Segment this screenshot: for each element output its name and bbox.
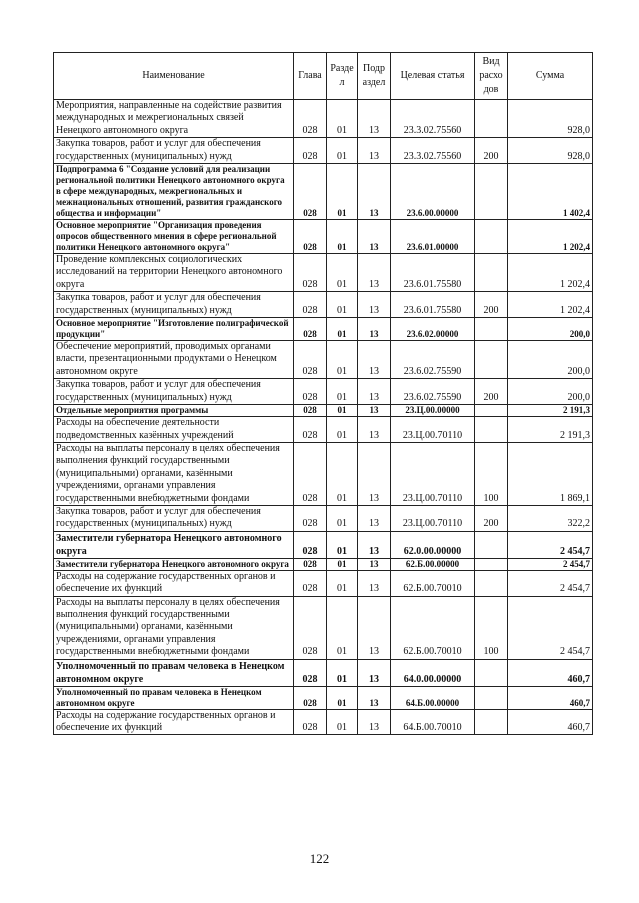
row-vid [475, 686, 508, 709]
row-name: Основное мероприятие "Организация проведения опросов общественного мнения в сфере региональной политики Ненецкого автономного округа" [54, 220, 294, 254]
table-row [54, 100, 593, 138]
row-sum: 928,0 [508, 100, 593, 138]
row-razdel: 01 [327, 505, 358, 531]
row-podrazdel: 13 [358, 220, 391, 254]
table-row [54, 505, 593, 531]
row-podrazdel: 13 [358, 570, 391, 596]
row-target: 23.3.02.75560 [391, 138, 475, 164]
row-name: Расходы на содержание государственных органов и обеспечение их функций [54, 570, 294, 596]
row-podrazdel: 13 [358, 254, 391, 292]
row-razdel: 01 [327, 138, 358, 164]
row-sum: 2 454,7 [508, 596, 593, 659]
row-target: 64.0.00.00000 [391, 659, 475, 686]
row-razdel: 01 [327, 442, 358, 505]
row-razdel: 01 [327, 686, 358, 709]
row-sum: 2 454,7 [508, 531, 593, 558]
row-glava: 028 [294, 709, 327, 735]
row-razdel: 01 [327, 570, 358, 596]
row-target: 23.6.02.75590 [391, 379, 475, 405]
row-glava: 028 [294, 596, 327, 659]
row-razdel: 01 [327, 531, 358, 558]
table-row [54, 341, 593, 379]
row-razdel: 01 [327, 558, 358, 570]
table-row [54, 417, 593, 443]
row-name: Уполномоченный по правам человека в Ненецком автономном округе [54, 686, 294, 709]
row-podrazdel: 13 [358, 709, 391, 735]
header-target: Целевая статья [391, 53, 475, 100]
row-sum: 460,7 [508, 659, 593, 686]
row-vid [475, 709, 508, 735]
row-podrazdel: 13 [358, 505, 391, 531]
row-glava: 028 [294, 659, 327, 686]
row-vid: 200 [475, 505, 508, 531]
page-number: 122 [309, 851, 330, 866]
row-target: 23.6.02.75590 [391, 341, 475, 379]
row-name: Основное мероприятие "Изготовление полиграфической продукции" [54, 318, 294, 341]
header-sum: Сумма [508, 53, 593, 100]
row-name: Расходы на содержание государственных органов и обеспечение их функций [54, 709, 294, 735]
row-podrazdel: 13 [358, 659, 391, 686]
row-razdel: 01 [327, 318, 358, 341]
row-podrazdel: 13 [358, 318, 391, 341]
row-vid [475, 164, 508, 220]
row-target: 62.0.00.00000 [391, 531, 475, 558]
row-sum: 2 454,7 [508, 558, 593, 570]
row-podrazdel: 13 [358, 341, 391, 379]
header-name: Наименование [54, 53, 294, 100]
header-podrazdel: Подр аздел [358, 53, 391, 100]
row-vid [475, 570, 508, 596]
row-glava: 028 [294, 164, 327, 220]
row-vid [475, 318, 508, 341]
table-row [54, 138, 593, 164]
row-sum: 200,0 [508, 379, 593, 405]
row-target: 23.Ц.00.70110 [391, 442, 475, 505]
row-name: Уполномоченный по правам человека в Ненецком автономном округе [54, 659, 294, 686]
row-glava: 028 [294, 417, 327, 443]
row-glava: 028 [294, 531, 327, 558]
row-podrazdel: 13 [358, 596, 391, 659]
row-name: Расходы на обеспечение деятельности подведомственных казённых учреждений [54, 417, 294, 443]
row-vid: 100 [475, 596, 508, 659]
row-glava: 028 [294, 138, 327, 164]
row-podrazdel: 13 [358, 686, 391, 709]
row-target: 64.Б.00.00000 [391, 686, 475, 709]
row-glava: 028 [294, 254, 327, 292]
row-podrazdel: 13 [358, 531, 391, 558]
row-target: 23.Ц.00.00000 [391, 405, 475, 417]
table-header-row [54, 53, 593, 100]
row-glava: 028 [294, 100, 327, 138]
row-vid [475, 659, 508, 686]
row-vid [475, 405, 508, 417]
row-target: 23.6.02.00000 [391, 318, 475, 341]
row-razdel: 01 [327, 254, 358, 292]
row-vid [475, 558, 508, 570]
row-name: Закупка товаров, работ и услуг для обеспечения государственных (муниципальных) нужд [54, 505, 294, 531]
row-podrazdel: 13 [358, 100, 391, 138]
row-name: Закупка товаров, работ и услуг для обеспечения государственных (муниципальных) нужд [54, 379, 294, 405]
row-name: Заместители губернатора Ненецкого автономного округа [54, 558, 294, 570]
row-razdel: 01 [327, 417, 358, 443]
row-target: 23.3.02.75560 [391, 100, 475, 138]
header-vid: Вид расхо дов [475, 53, 508, 100]
row-target: 62.Б.00.00000 [391, 558, 475, 570]
table-body [54, 100, 593, 735]
row-sum: 1 869,1 [508, 442, 593, 505]
row-target: 64.Б.00.70010 [391, 709, 475, 735]
table-row [54, 596, 593, 659]
row-podrazdel: 13 [358, 379, 391, 405]
row-podrazdel: 13 [358, 417, 391, 443]
table-row [54, 379, 593, 405]
row-name: Подпрограмма 6 "Создание условий для реализации региональной политики Ненецкого автономного округа в сфере международных, межрегиональных и межнациональных отношений, развития гражданского общества и информации" [54, 164, 294, 220]
row-target: 23.6.01.75580 [391, 254, 475, 292]
row-glava: 028 [294, 292, 327, 318]
row-razdel: 01 [327, 292, 358, 318]
header-razdel: Разде л [327, 53, 358, 100]
row-razdel: 01 [327, 164, 358, 220]
row-target: 23.6.01.75580 [391, 292, 475, 318]
row-target: 62.Б.00.70010 [391, 570, 475, 596]
row-sum: 928,0 [508, 138, 593, 164]
row-target: 23.6.00.00000 [391, 164, 475, 220]
row-glava: 028 [294, 318, 327, 341]
row-glava: 028 [294, 220, 327, 254]
row-vid [475, 417, 508, 443]
row-razdel: 01 [327, 405, 358, 417]
table-row [54, 318, 593, 341]
table-row [54, 686, 593, 709]
row-sum: 200,0 [508, 341, 593, 379]
row-glava: 028 [294, 570, 327, 596]
row-vid [475, 341, 508, 379]
row-glava: 028 [294, 686, 327, 709]
row-sum: 1 202,4 [508, 220, 593, 254]
row-target: 23.Ц.00.70110 [391, 505, 475, 531]
row-sum: 460,7 [508, 686, 593, 709]
row-glava: 028 [294, 442, 327, 505]
table-row [54, 570, 593, 596]
row-podrazdel: 13 [358, 292, 391, 318]
row-sum: 322,2 [508, 505, 593, 531]
table-row [54, 254, 593, 292]
row-vid [475, 220, 508, 254]
row-razdel: 01 [327, 100, 358, 138]
row-sum: 1 202,4 [508, 292, 593, 318]
row-target: 23.6.01.00000 [391, 220, 475, 254]
row-razdel: 01 [327, 379, 358, 405]
row-razdel: 01 [327, 220, 358, 254]
row-glava: 028 [294, 405, 327, 417]
row-razdel: 01 [327, 596, 358, 659]
row-sum: 460,7 [508, 709, 593, 735]
row-vid: 200 [475, 138, 508, 164]
row-podrazdel: 13 [358, 442, 391, 505]
row-name: Отдельные мероприятия программы [54, 405, 294, 417]
row-sum: 1 202,4 [508, 254, 593, 292]
row-glava: 028 [294, 505, 327, 531]
row-podrazdel: 13 [358, 138, 391, 164]
row-name: Закупка товаров, работ и услуг для обеспечения государственных (муниципальных) нужд [54, 138, 294, 164]
row-vid [475, 531, 508, 558]
row-podrazdel: 13 [358, 164, 391, 220]
row-name: Мероприятия, направленные на содействие развития международных и межрегиональных связей Ненецкого автономного округа [54, 100, 294, 138]
row-glava: 028 [294, 379, 327, 405]
row-razdel: 01 [327, 341, 358, 379]
row-target: 23.Ц.00.70110 [391, 417, 475, 443]
row-sum: 2 191,3 [508, 417, 593, 443]
row-name: Закупка товаров, работ и услуг для обеспечения государственных (муниципальных) нужд [54, 292, 294, 318]
row-vid: 200 [475, 379, 508, 405]
header-glava: Глава [294, 53, 327, 100]
row-podrazdel: 13 [358, 405, 391, 417]
row-sum: 2 191,3 [508, 405, 593, 417]
row-razdel: 01 [327, 659, 358, 686]
row-vid: 100 [475, 442, 508, 505]
row-name: Обеспечение мероприятий, проводимых органами власти, презентационными продуктами о Ненецком автономном округе [54, 341, 294, 379]
row-target: 62.Б.00.70010 [391, 596, 475, 659]
table-row [54, 531, 593, 558]
row-name: Заместители губернатора Ненецкого автономного округа [54, 531, 294, 558]
table-row [54, 220, 593, 254]
table-row [54, 558, 593, 570]
table-row [54, 164, 593, 220]
budget-table-page [53, 52, 592, 735]
row-glava: 028 [294, 341, 327, 379]
row-name: Расходы на выплаты персоналу в целях обеспечения выполнения функций государственными (муниципальными) органами, казёнными учреждениями, органами управления государственными внебюджетными фондами [54, 596, 294, 659]
row-vid [475, 254, 508, 292]
row-name: Расходы на выплаты персоналу в целях обеспечения выполнения функций государственными (муниципальными) органами, казёнными учреждениями, органами управления государственными внебюджетными фондами [54, 442, 294, 505]
row-name: Проведение комплексных социологических исследований на территории Ненецкого автономного округа [54, 254, 294, 292]
row-sum: 200,0 [508, 318, 593, 341]
row-glava: 028 [294, 558, 327, 570]
row-sum: 2 454,7 [508, 570, 593, 596]
row-vid [475, 100, 508, 138]
row-vid: 200 [475, 292, 508, 318]
table-row [54, 659, 593, 686]
table-row [54, 405, 593, 417]
row-sum: 1 402,4 [508, 164, 593, 220]
table-row [54, 442, 593, 505]
row-razdel: 01 [327, 709, 358, 735]
row-podrazdel: 13 [358, 558, 391, 570]
table-row [54, 709, 593, 735]
table-row [54, 292, 593, 318]
budget-table [53, 52, 593, 735]
